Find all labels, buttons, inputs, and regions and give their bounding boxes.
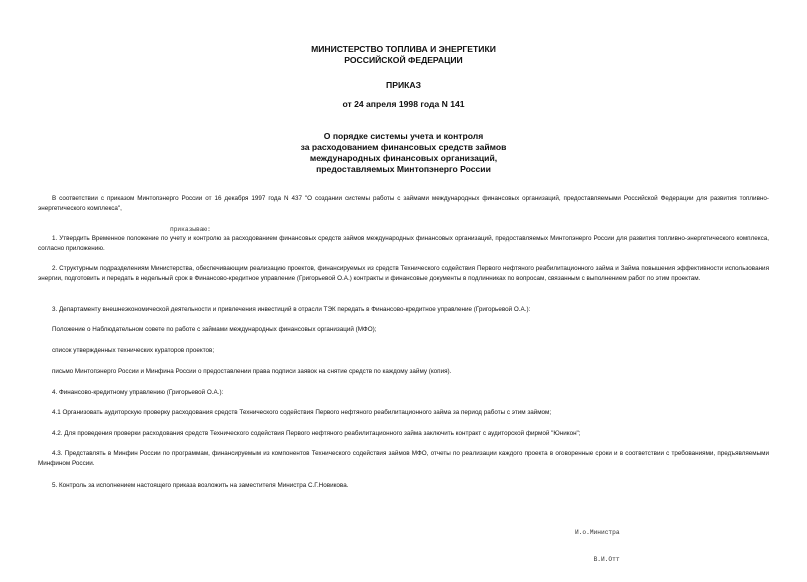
date-number: от 24 апреля 1998 года N 141	[342, 99, 465, 109]
title-line-3: международных финансовых организаций,	[309, 153, 498, 163]
item-3-line: 3. Департаменту внешнеэкономической деятельности и привлечения инвестиций в отрасли ТЭК передать в Финансово-кредитное управление (Григорьевой О.А.):	[52, 306, 531, 313]
signature-name: В.И.Отт	[593, 556, 620, 563]
document-title	[0, 131, 807, 175]
doc-type: ПРИКАЗ	[386, 80, 421, 90]
title-line-4: предоставляемых Минтопэнерго России	[316, 164, 491, 174]
item-3-sub-2: список утвержденных технических кураторов проектов;	[52, 347, 215, 354]
signature-block	[575, 510, 620, 582]
item-3-sub-3: письмо Минтопэнерго России и Минфина России о предоставлении права подписи заявок на снятие средств по каждому займу (копия).	[52, 368, 452, 375]
item-3-sub-1: Положение о Наблюдательном совете по работе с займами международных финансовых организаций (МФО);	[52, 326, 377, 333]
item-4-1-line: 4.1 Организовать аудиторскую проверку расходования средств Технического содействия Первого нефтяного реабилитационного займа за период работы с этим займом;	[52, 409, 552, 416]
title-line-1: О порядке системы учета и контроля	[323, 131, 484, 141]
item-5-line: 5. Контроль за исполнением настоящего приказа возложить на заместителя Министра С.Г.Новикова.	[52, 482, 349, 489]
item-2-text: 2. Структурным подразделениям Министерства, обеспечивающим реализацию проектов, финансируемых из средств Технического содействия Первого нефтяного реабилитационного займа и Займа повышения эффективности использования энергии, подготовить и передать в недельный срок в Финансово-кредитное управление (Григорьевой О.А.) контракты и финансовые документы в подлинниках по вопросам, связанным с выполнением работ по этим проектам.	[38, 265, 769, 282]
item-4-3-text: 4.3. Представлять в Минфин России по программам, финансируемым из компонентов Технического содействия займов МФО, отчеты по реализации каждого проекта в оговоренные сроки и в соответствии с требованиями, предъявляемыми Минфином России.	[38, 450, 769, 467]
title-line-2: за расходованием финансовых средств займов	[300, 142, 507, 152]
preamble-paragraph	[38, 194, 769, 214]
item-1-text: 1. Утвердить Временное положение по учету и контролю за расходованием финансовых средств займов международных финансовых организаций, предоставляемых Минтопэнерго России для развития топливно-энергетического комплекса, согласно приложению.	[38, 235, 769, 252]
item-4-line: 4. Финансово-кредитному управлению (Григорьевой О.А.):	[52, 389, 224, 396]
ministry-heading	[0, 44, 807, 66]
ministry-line-1: МИНИСТЕРСТВО ТОПЛИВА И ЭНЕРГЕТИКИ	[311, 44, 496, 54]
item-4-2-line: 4.2. Для проведения проверки расходования средств Технического содействия Первого нефтяного реабилитационного займа заключить контракт с аудиторской фирмой "Юникон";	[52, 430, 581, 437]
item-2-paragraph	[38, 264, 769, 284]
item-4-3-paragraph	[38, 449, 769, 469]
ministry-line-2: РОССИЙСКОЙ ФЕДЕРАЦИИ	[344, 55, 463, 65]
preamble-text: В соответствии с приказом Минтопэнерго России от 16 декабря 1997 года N 437 "О создании системы работы с займами международных финансовых организаций, предоставляемыми Российской Федерации для развития топливно-энергетического комплекса",	[38, 195, 769, 212]
item-1-paragraph	[38, 234, 769, 254]
decree-word: приказываю:	[170, 226, 211, 233]
signature-position: И.о.Министра	[575, 529, 620, 536]
